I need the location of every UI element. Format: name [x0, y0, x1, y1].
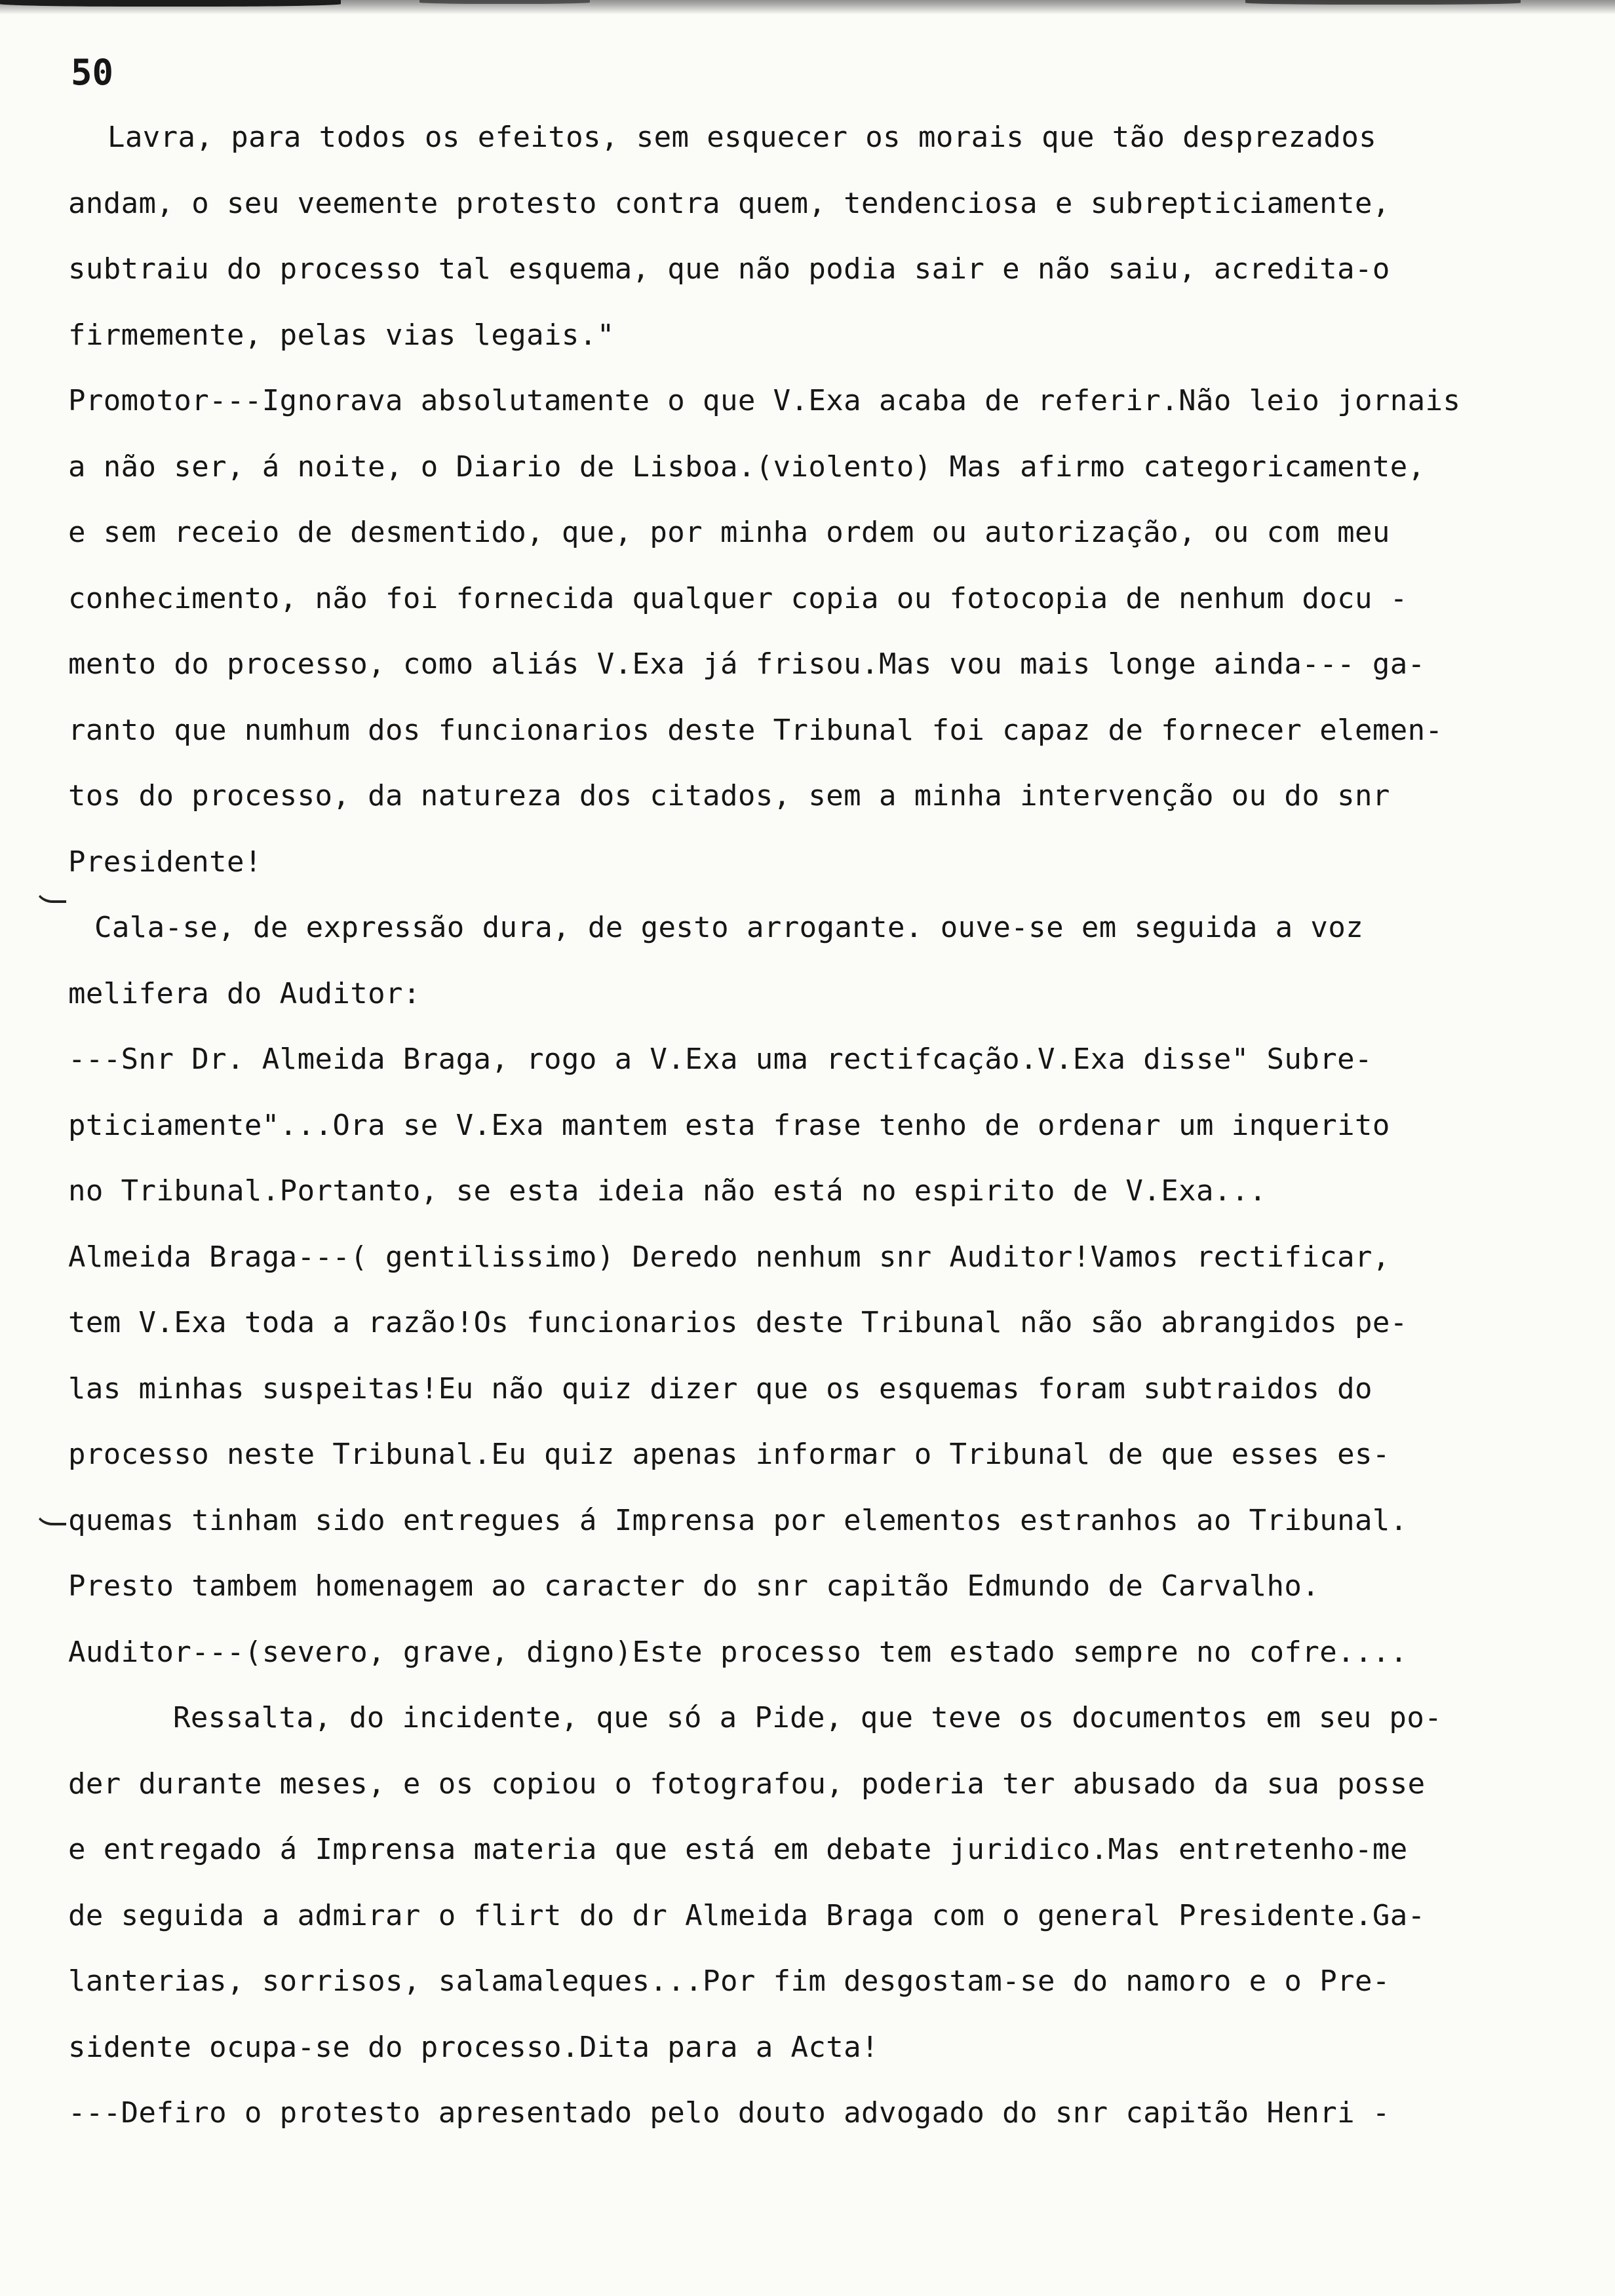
text-line: ---Defiro o protesto apresentado pelo douto advogado do snr capitão Henri - [68, 2096, 1390, 2130]
text-line: processo neste Tribunal.Eu quiz apenas informar o Tribunal de que esses es- [68, 1438, 1390, 1471]
text-line: mento do processo, como aliás V.Exa já frisou.Mas vou mais longe ainda--- ga- [68, 647, 1426, 681]
margin-mark [34, 885, 66, 903]
text-line: ranto que numhum dos funcionarios deste Tribunal foi capaz de fornecer elemen- [68, 713, 1443, 747]
text-line: Lavra, para todos os efeitos, sem esquecer os morais que tão desprezados [107, 121, 1377, 154]
page-number: 50 [71, 52, 114, 93]
text-line: melifera do Auditor: [68, 976, 421, 1010]
text-line: e sem receio de desmentido, que, por minha ordem ou autorização, ou com meu [68, 516, 1390, 549]
text-line: tos do processo, da natureza dos citados, sem a minha intervenção ou do snr [68, 779, 1390, 813]
text-line: Cala-se, de expressão dura, de gesto arrogante. ouve-se em seguida a voz [94, 911, 1364, 944]
text-line: Ressalta, do incidente, que só a Pide, que teve os documentos em seu po- [173, 1701, 1443, 1734]
text-line: Almeida Braga---( gentilissimo) Deredo nenhum snr Auditor!Vamos rectificar, [68, 1240, 1390, 1274]
margin-mark [34, 1507, 66, 1525]
text-line: e entregado á Imprensa materia que está em debate juridico.Mas entretenho-me [68, 1833, 1408, 1866]
text-line: Auditor---(severo, grave, digno)Este processo tem estado sempre no cofre.... [68, 1635, 1408, 1669]
scan-streak [1245, 0, 1521, 5]
text-line: no Tribunal.Portanto, se esta ideia não está no espirito de V.Exa... [68, 1174, 1267, 1208]
text-line: Promotor---Ignorava absolutamente o que V.Exa acaba de referir.Não leio jornais [68, 384, 1461, 417]
text-line: quemas tinham sido entregues á Imprensa por elementos estranhos ao Tribunal. [68, 1503, 1408, 1537]
text-line: conhecimento, não foi fornecida qualquer copia ou fotocopia de nenhum docu - [68, 581, 1408, 615]
text-line: lanterias, sorrisos, salamaleques...Por fim desgostam-se do namoro e o Pre- [68, 1964, 1390, 1998]
text-line: der durante meses, e os copiou o fotografou, poderia ter abusado da sua posse [68, 1767, 1426, 1801]
text-line: las minhas suspeitas!Eu não quiz dizer que os esquemas foram subtraidos do [68, 1371, 1372, 1406]
text-line: ---Snr Dr. Almeida Braga, rogo a V.Exa uma rectifcação.V.Exa disse" Subre- [68, 1043, 1372, 1076]
text-line: sidente ocupa-se do processo.Dita para a Acta! [68, 2030, 879, 2064]
text-line: Presto tambem homenagem ao caracter do snr capitão Edmundo de Carvalho. [68, 1569, 1320, 1603]
text-line: andam, o seu veemente protesto contra quem, tendenciosa e subrepticiamente, [68, 186, 1390, 220]
text-line: de seguida a admirar o flirt do dr Almeida Braga com o general Presidente.Ga- [68, 1898, 1426, 1932]
document-body [68, 105, 1595, 2147]
text-line: subtraiu do processo tal esquema, que não podia sair e não saiu, acredita-o [68, 252, 1390, 286]
scan-streak [419, 0, 590, 4]
scan-streak [0, 0, 341, 7]
text-line: firmemente, pelas vias legais." [68, 318, 615, 352]
text-line: tem V.Exa toda a razão!Os funcionarios deste Tribunal não são abrangidos pe- [68, 1306, 1408, 1339]
text-line: pticiamente"...Ora se V.Exa mantem esta frase tenho de ordenar um inquerito [68, 1108, 1390, 1142]
text-line: a não ser, á noite, o Diario de Lisboa.(violento) Mas afirmo categoricamente, [68, 450, 1426, 484]
text-line: Presidente! [68, 845, 262, 879]
